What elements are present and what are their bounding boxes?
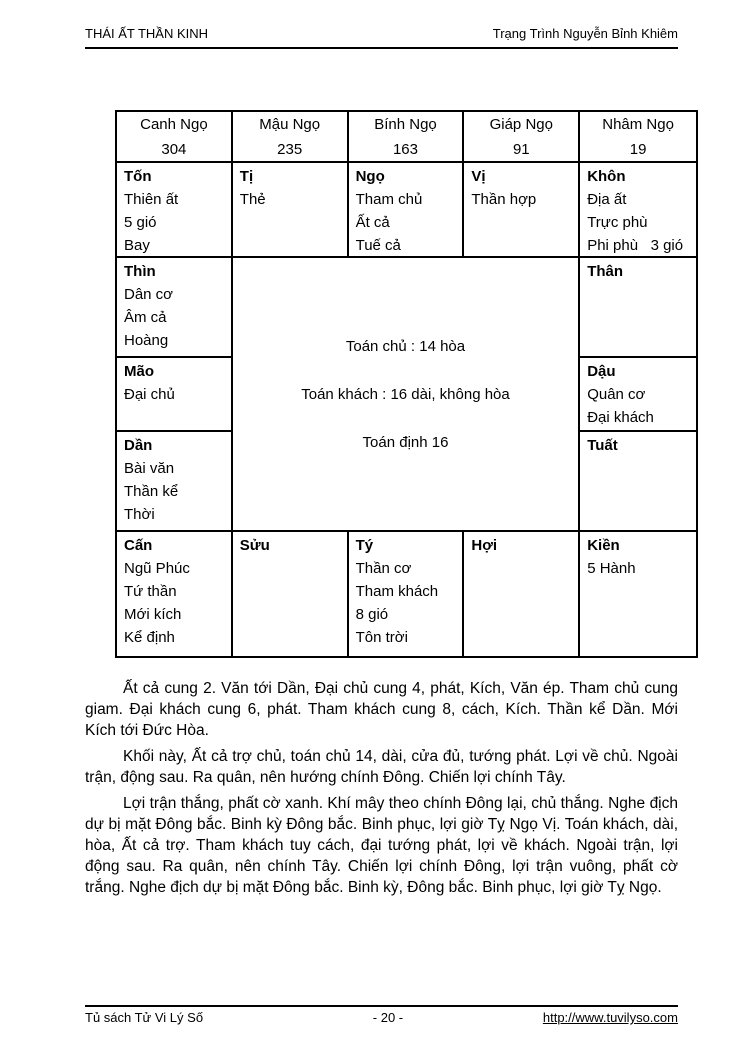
document-title: THÁI ẤT THẦN KINH [85, 26, 209, 41]
palace-line: Tuế cả [355, 237, 401, 254]
palace-title: Hợi [471, 537, 498, 554]
palace-title: Vị [471, 168, 486, 185]
palace-title: Mão [124, 363, 154, 380]
palace-line: Đại chủ [124, 386, 175, 403]
cell-ti [233, 163, 349, 258]
toan-khach-line: Toán khách : 16 dài, không hòa [301, 385, 510, 403]
cell-ton [117, 163, 233, 258]
paragraph-2: Khối này, Ất cả trợ chủ, toán chủ 14, dài, cửa đủ, tướng phát. Lợi về chủ. Ngoài trận, động sau. Ra quân, nên hướng chính Đông. Chiến lợi chính Tây. [85, 748, 678, 786]
footer-series-title: Tủ sách Tử Vi Lý Số [85, 1010, 204, 1025]
year-value: 304 [161, 141, 187, 158]
palace-title: Dần [124, 437, 153, 454]
body-text [85, 678, 678, 903]
cell-tuat [580, 432, 696, 532]
year-value: 235 [277, 141, 303, 158]
palace-title: Thìn [124, 263, 156, 280]
palace-line: Trực phù [587, 214, 648, 231]
palace-title: Kiền [587, 537, 620, 554]
palace-line: Tham chủ [355, 191, 423, 208]
page-header [85, 26, 678, 49]
year-name: Giáp Ngọ [489, 116, 553, 133]
cell-than [580, 258, 696, 358]
year-name: Bính Ngọ [374, 116, 437, 133]
palace-line: Thẻ [239, 191, 266, 208]
year-value: 91 [512, 141, 530, 158]
palace-line: Dân cơ [124, 286, 174, 303]
palace-line: Bay [124, 237, 150, 254]
toan-chu-line: Toán chủ : 14 hòa [345, 337, 466, 355]
document-author: Trạng Trình Nguyễn Bỉnh Khiêm [492, 26, 678, 41]
palace-line: Đại khách [587, 409, 654, 426]
palace-line: 5 gió [124, 214, 157, 231]
palace-line: Ngũ Phúc [124, 560, 190, 577]
palace-title: Tuất [587, 437, 618, 454]
paragraph-1: Ất cả cung 2. Văn tới Dần, Đại chủ cung 4, phát, Kích, Văn ép. Tham chủ cung giam. Đại khách cung 6, phát. Tham khách cung 8, cách, Kích. Thần kể Dần. Mới Kích tới Đức Hòa. [85, 680, 678, 739]
cell-dan [117, 432, 233, 532]
year-cell-canh-ngo [117, 112, 233, 163]
palace-title: Thân [587, 263, 624, 280]
palace-line: Thần hợp [471, 191, 537, 208]
year-name: Mậu Ngọ [259, 116, 321, 133]
palace-line: Âm cả [124, 309, 167, 326]
palace-line: Tham khách [355, 583, 439, 600]
year-cell-binh-ngo [349, 112, 465, 163]
cell-mao [117, 358, 233, 432]
palace-title: Ngọ [355, 168, 385, 185]
palace-title: Khôn [587, 168, 626, 185]
palace-line: Bài văn [124, 460, 175, 477]
palace-line: Phi phù 3 gió [587, 237, 684, 254]
cell-ty [349, 532, 465, 656]
year-value: 19 [629, 141, 647, 158]
palace-title: Dậu [587, 363, 616, 380]
cell-kien [580, 532, 696, 656]
thai-at-board [115, 110, 698, 658]
palace-line: Hoàng [124, 332, 169, 349]
cell-hoi [464, 532, 580, 656]
palace-line: Ất cả [355, 214, 390, 231]
palace-title: Tý [355, 537, 374, 554]
palace-line: Thần cơ [355, 560, 412, 577]
cell-thin [117, 258, 233, 358]
palace-line: Tứ thần [124, 583, 177, 600]
palace-line: Thần kể [124, 483, 179, 500]
year-cell-giap-ngo [464, 112, 580, 163]
cell-suu [233, 532, 349, 656]
cell-can [117, 532, 233, 656]
year-name: Canh Ngọ [140, 116, 208, 133]
cell-vi [464, 163, 580, 258]
palace-line: Mới kích [124, 606, 182, 623]
palace-line: 5 Hành [587, 560, 636, 577]
palace-title: Tốn [124, 168, 152, 185]
palace-line: Tôn trời [355, 629, 408, 646]
palace-line: Thời [124, 506, 155, 523]
paragraph-3: Lợi trận thắng, phất cờ xanh. Khí mây theo chính Đông lại, chủ thắng. Nghe địch dự bị mặt Đông bắc. Binh kỳ Đông bắc. Binh phục, lợi giờ Tỵ Ngọ Vị. Toán khách, dài, hòa, Ất cả trợ. Tham khách tuy cách, đại tướng phát, lợi về khách. Ngoài trận, lợi động sau. Ra quân, nên chính Tây. Chiến lợi chính Đông, lợi trận vuông, phất cờ trắng. Nghe địch dự bị mặt Đông bắc. Binh kỳ, Đông bắc. Binh phục, lợi giờ Tỵ Ngọ. [85, 795, 678, 896]
year-value: 163 [392, 141, 418, 158]
page-footer [85, 1005, 678, 1025]
palace-line: 8 gió [355, 606, 389, 623]
palace-title: Cấn [124, 537, 153, 554]
palace-line: Địa ất [587, 191, 627, 208]
cell-dau [580, 358, 696, 432]
palace-title: Tị [239, 168, 254, 185]
cell-khon [580, 163, 696, 258]
year-cell-nham-ngo [580, 112, 696, 163]
cell-ngo [349, 163, 465, 258]
palace-line: Thiên ất [124, 191, 179, 208]
center-calculation-cell [233, 258, 580, 532]
year-cell-mau-ngo [233, 112, 349, 163]
palace-line: Quân cơ [587, 386, 646, 403]
page-number: - 20 - [372, 1010, 404, 1025]
footer-website-link[interactable]: http://www.tuvilyso.com [542, 1010, 678, 1025]
year-name: Nhâm Ngọ [602, 116, 674, 133]
toan-dinh-line: Toán định 16 [362, 433, 449, 451]
palace-line: Kể định [124, 629, 175, 646]
palace-title: Sửu [239, 537, 270, 554]
